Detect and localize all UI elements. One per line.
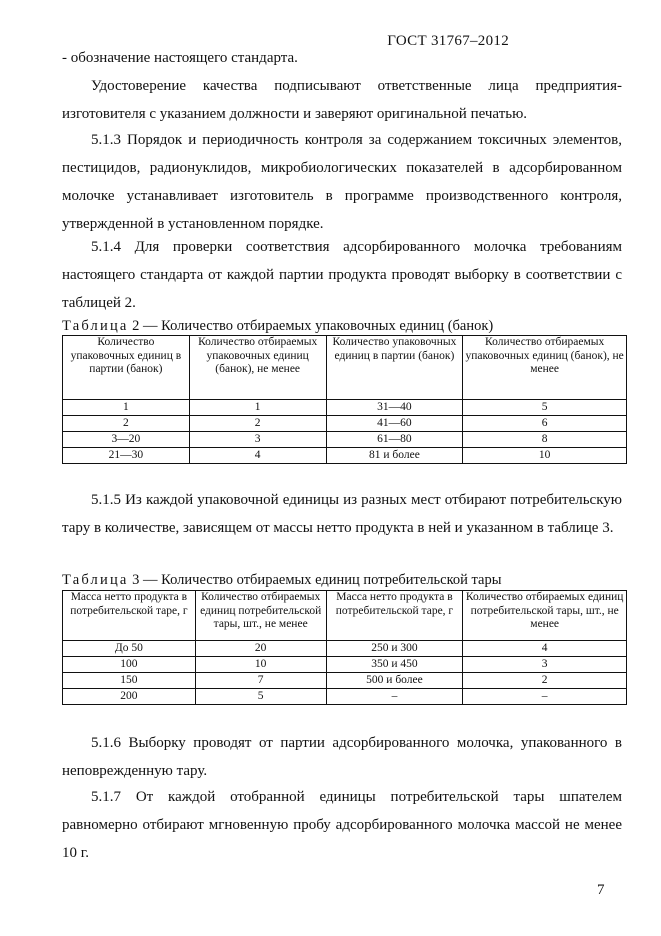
- table-cell: 2: [189, 416, 326, 432]
- table-2-header-row: [63, 336, 627, 400]
- table-cell: 10: [463, 448, 627, 464]
- table-2: [62, 335, 627, 464]
- table-cell: 350 и 450: [326, 657, 463, 673]
- table-cell: 3: [189, 432, 326, 448]
- table-cell: 250 и 300: [326, 641, 463, 657]
- table-3-header-cell: Количество отбираемых единиц потребительской тары, шт., не менее: [195, 591, 326, 641]
- paragraph-5-1-5: 5.1.5 Из каждой упаковочной единицы из разных мест отбирают потребительскую тару в количестве, зависящем от массы нетто продукта в ней и указанном в таблице 3.: [62, 492, 622, 536]
- table-cell: –: [326, 689, 463, 705]
- table-cell: 500 и более: [326, 673, 463, 689]
- table-cell: 3: [463, 657, 627, 673]
- table-cell: 100: [63, 657, 196, 673]
- table-cell: 2: [463, 673, 627, 689]
- table-cell: 10: [195, 657, 326, 673]
- table-2-header-cell: Количество отбираемых упаковочных единиц (банок), не менее: [463, 336, 627, 400]
- paragraph-5-1-3: 5.1.3 Порядок и периодичность контроля за содержанием токсичных элементов, пестицидов, радионуклидов, микробиологических показателей в адсорбированном молочке устанавливает изготовитель в программе производственного контроля, утвержденной в установленном порядке.: [62, 132, 622, 232]
- table-row: [63, 400, 627, 416]
- table-3-header-row: [63, 591, 627, 641]
- table-2-caption: [62, 318, 493, 335]
- table-cell: 6: [463, 416, 627, 432]
- table-cell: 5: [195, 689, 326, 705]
- paragraph-5-1-6: 5.1.6 Выборку проводят от партии адсорбированного молочка, упакованного в неповрежденную тару.: [62, 735, 622, 779]
- table-cell: 4: [463, 641, 627, 657]
- table-cell: 4: [189, 448, 326, 464]
- table-3: [62, 590, 627, 705]
- paragraph-designation: - обозначение настоящего стандарта.: [62, 50, 298, 66]
- table-cell: 150: [63, 673, 196, 689]
- table-cell: 81 и более: [326, 448, 463, 464]
- table-row: [63, 432, 627, 448]
- table-3-header-cell: Количество отбираемых единиц потребительской тары, шт., не менее: [463, 591, 627, 641]
- page-number: 7: [597, 882, 605, 898]
- table-row: [63, 657, 627, 673]
- document-header: ГОСТ 31767–2012: [387, 33, 509, 49]
- table-2-header-cell: Количество упаковочных единиц в партии (банок): [326, 336, 463, 400]
- table-cell: 61—80: [326, 432, 463, 448]
- table-3-header-cell: Масса нетто продукта в потребительской таре, г: [63, 591, 196, 641]
- paragraph-quality-certificate: Удостоверение качества подписывают ответственные лица предприятия-изготовителя с указанием должности и заверяют оригинальной печатью.: [62, 78, 622, 122]
- table-row: [63, 416, 627, 432]
- table-2-header-cell: Количество упаковочных единиц в партии (банок): [63, 336, 190, 400]
- table-cell: 3—20: [63, 432, 190, 448]
- table-cell: 20: [195, 641, 326, 657]
- table-cell: 7: [195, 673, 326, 689]
- table-cell: 200: [63, 689, 196, 705]
- table-cell: 21—30: [63, 448, 190, 464]
- table-cell: 41—60: [326, 416, 463, 432]
- table-cell: –: [463, 689, 627, 705]
- table-cell: 1: [63, 400, 190, 416]
- table-row: [63, 689, 627, 705]
- table-cell: 2: [63, 416, 190, 432]
- paragraph-5-1-7: 5.1.7 От каждой отобранной единицы потребительской тары шпателем равномерно отбирают мгновенную пробу адсорбированного молочка массой не менее 10 г.: [62, 789, 622, 861]
- table-cell: 8: [463, 432, 627, 448]
- table-3-header-cell: Масса нетто продукта в потребительской таре, г: [326, 591, 463, 641]
- table-3-caption-prefix: Таблица: [62, 572, 129, 588]
- table-row: [63, 641, 627, 657]
- table-2-header-cell: Количество отбираемых упаковочных единиц (банок), не менее: [189, 336, 326, 400]
- table-3-caption: [62, 572, 502, 589]
- table-3-caption-text: 3 — Количество отбираемых единиц потребительской тары: [128, 572, 502, 588]
- table-2-caption-text: 2 — Количество отбираемых упаковочных единиц (банок): [128, 318, 494, 334]
- table-row: [63, 448, 627, 464]
- table-cell: До 50: [63, 641, 196, 657]
- paragraph-5-1-4: 5.1.4 Для проверки соответствия адсорбированного молочка требованиям настоящего стандарта от каждой партии продукта проводят выборку в соответствии с таблицей 2.: [62, 239, 622, 311]
- table-cell: 31—40: [326, 400, 463, 416]
- table-cell: 5: [463, 400, 627, 416]
- table-row: [63, 673, 627, 689]
- table-2-caption-prefix: Таблица: [62, 318, 129, 334]
- table-cell: 1: [189, 400, 326, 416]
